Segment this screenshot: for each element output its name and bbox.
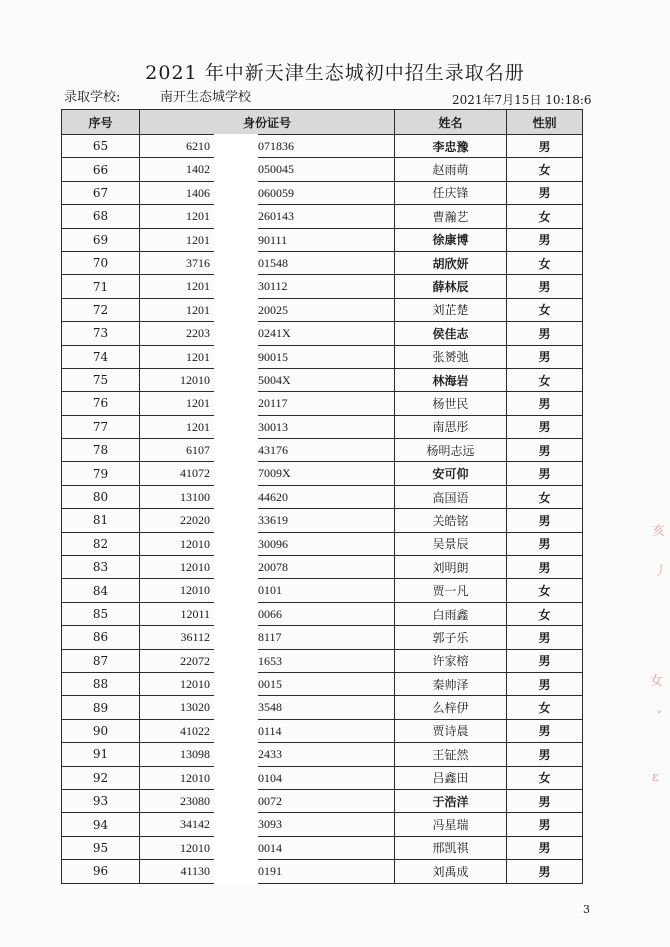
- row-seq: 74: [62, 345, 140, 368]
- row-seq: 93: [62, 789, 140, 812]
- redaction-bar: [214, 649, 258, 673]
- redaction-bar: [214, 625, 258, 649]
- row-id-number: [140, 532, 395, 555]
- id-number-prefix: 1406: [186, 185, 210, 200]
- redaction-bar: [214, 695, 258, 719]
- row-name: 杨世民: [395, 392, 507, 415]
- id-number-prefix: 36112: [180, 630, 210, 645]
- row-seq: 90: [62, 719, 140, 742]
- redaction-bar: [214, 532, 258, 556]
- row-id-number: [140, 205, 395, 228]
- id-number-suffix: 20025: [258, 302, 288, 317]
- row-gender: 男: [507, 719, 583, 742]
- row-seq: 91: [62, 743, 140, 766]
- id-number-prefix: 12010: [180, 560, 210, 575]
- row-gender: 女: [507, 579, 583, 602]
- row-name: 王钲然: [395, 743, 507, 766]
- table-row: [62, 813, 583, 836]
- row-id-number: [140, 251, 395, 274]
- row-gender: 男: [507, 532, 583, 555]
- id-number-suffix: 90015: [258, 349, 288, 364]
- redaction-bar: [214, 836, 258, 860]
- row-id-number: [140, 860, 395, 883]
- id-number-prefix: 2203: [186, 326, 210, 341]
- id-number-prefix: 1201: [186, 232, 210, 247]
- row-gender: 男: [507, 556, 583, 579]
- id-number-prefix: 1201: [186, 209, 210, 224]
- id-number-suffix: 30112: [258, 279, 288, 294]
- row-name: 高国语: [395, 485, 507, 508]
- id-number-prefix: 41130: [180, 864, 210, 879]
- id-number-prefix: 22072: [180, 653, 210, 668]
- row-name: 安可仰: [395, 462, 507, 485]
- row-seq: 86: [62, 626, 140, 649]
- table-row: [62, 485, 583, 508]
- school-label: 录取学校:: [64, 90, 121, 105]
- id-number-prefix: 34142: [180, 817, 210, 832]
- redaction-bar: [214, 181, 258, 205]
- id-number-suffix: 0104: [258, 770, 282, 785]
- row-gender: 男: [507, 181, 583, 204]
- table-row: [62, 602, 583, 625]
- id-number-suffix: 2433: [258, 747, 282, 762]
- redaction-bar: [214, 719, 258, 743]
- row-id-number: [140, 509, 395, 532]
- table-row: [62, 439, 583, 462]
- redaction-bar: [214, 812, 258, 836]
- table-row: [62, 415, 583, 438]
- row-id-number: [140, 789, 395, 812]
- row-name: 李忠豫: [395, 135, 507, 158]
- row-seq: 83: [62, 556, 140, 579]
- redaction-bar: [214, 391, 258, 415]
- id-number-prefix: 13098: [180, 747, 210, 762]
- id-number-prefix: 3716: [186, 255, 210, 270]
- redaction-bar: [214, 789, 258, 813]
- table-row: [62, 672, 583, 695]
- id-number-prefix: 41072: [180, 466, 210, 481]
- id-number-suffix: 43176: [258, 443, 288, 458]
- row-seq: 69: [62, 228, 140, 251]
- id-number-prefix: 12010: [180, 676, 210, 691]
- row-gender: 男: [507, 228, 583, 251]
- redaction-bar: [214, 134, 258, 158]
- table-row: [62, 789, 583, 812]
- school-name: 南开生态城学校: [160, 90, 252, 105]
- table-row: [62, 228, 583, 251]
- row-gender: 女: [507, 298, 583, 321]
- table-row: [62, 392, 583, 415]
- id-number-suffix: 20078: [258, 560, 288, 575]
- row-gender: 女: [507, 766, 583, 789]
- row-id-number: [140, 275, 395, 298]
- id-number-suffix: 44620: [258, 489, 288, 504]
- id-number-prefix: 13020: [180, 700, 210, 715]
- table-row: [62, 251, 583, 274]
- table-row: [62, 158, 583, 181]
- table-row: [62, 532, 583, 555]
- id-number-suffix: 0101: [258, 583, 282, 598]
- row-gender: 女: [507, 485, 583, 508]
- row-id-number: [140, 672, 395, 695]
- row-name: 南思彤: [395, 415, 507, 438]
- id-number-suffix: 260143: [258, 209, 294, 224]
- row-gender: 男: [507, 135, 583, 158]
- row-gender: 男: [507, 462, 583, 485]
- row-id-number: [140, 602, 395, 625]
- id-number-prefix: 12010: [180, 536, 210, 551]
- row-seq: 94: [62, 813, 140, 836]
- row-name: 吕鑫田: [395, 766, 507, 789]
- table-header-row: [62, 110, 583, 135]
- row-gender: 女: [507, 205, 583, 228]
- document-datetime: 2021年7月15日 10:18:6: [452, 93, 592, 107]
- redaction-bar: [214, 321, 258, 345]
- table-row: [62, 205, 583, 228]
- id-number-suffix: 20117: [258, 396, 288, 411]
- row-seq: 79: [62, 462, 140, 485]
- table-body: [62, 135, 583, 884]
- row-gender: 男: [507, 509, 583, 532]
- row-name: 林海岩: [395, 368, 507, 391]
- row-id-number: [140, 743, 395, 766]
- id-number-suffix: 30096: [258, 536, 288, 551]
- row-gender: 男: [507, 275, 583, 298]
- id-number-prefix: 1201: [186, 396, 210, 411]
- id-number-prefix: 1201: [186, 349, 210, 364]
- row-seq: 89: [62, 696, 140, 719]
- id-number-suffix: 8117: [258, 630, 282, 645]
- row-name: 侯佳志: [395, 322, 507, 345]
- redaction-bar: [214, 672, 258, 696]
- row-id-number: [140, 649, 395, 672]
- row-gender: 女: [507, 251, 583, 274]
- row-name: 刘禹成: [395, 860, 507, 883]
- id-number-prefix: 12010: [180, 372, 210, 387]
- table-row: [62, 345, 583, 368]
- header-id-number: 身份证号: [140, 110, 395, 135]
- redaction-bar: [214, 274, 258, 298]
- row-name: 吴景辰: [395, 532, 507, 555]
- id-number-suffix: 050045: [258, 162, 294, 177]
- id-number-suffix: 1653: [258, 653, 282, 668]
- row-id-number: [140, 345, 395, 368]
- row-name: 邢凯祺: [395, 836, 507, 859]
- row-seq: 85: [62, 602, 140, 625]
- row-seq: 71: [62, 275, 140, 298]
- row-id-number: [140, 228, 395, 251]
- table-row: [62, 836, 583, 859]
- table-row: [62, 649, 583, 672]
- row-seq: 95: [62, 836, 140, 859]
- id-number-prefix: 41022: [180, 723, 210, 738]
- table-row: [62, 696, 583, 719]
- redaction-bar: [214, 859, 258, 883]
- row-gender: 男: [507, 813, 583, 836]
- row-id-number: [140, 415, 395, 438]
- row-seq: 82: [62, 532, 140, 555]
- header-seq: 序号: [62, 110, 140, 135]
- table-row: [62, 135, 583, 158]
- table-row: [62, 556, 583, 579]
- document-title: 2021 年中新天津生态城初中招生录取名册: [145, 62, 525, 84]
- row-gender: 女: [507, 696, 583, 719]
- table-row: [62, 298, 583, 321]
- id-number-suffix: 0114: [258, 723, 282, 738]
- row-seq: 65: [62, 135, 140, 158]
- id-number-suffix: 7009X: [258, 466, 291, 481]
- table-row: [62, 181, 583, 204]
- row-id-number: [140, 579, 395, 602]
- id-number-suffix: 33619: [258, 513, 288, 528]
- id-number-suffix: 01548: [258, 255, 288, 270]
- row-id-number: [140, 696, 395, 719]
- row-name: 冯星瑞: [395, 813, 507, 836]
- row-name: 赵雨萌: [395, 158, 507, 181]
- row-id-number: [140, 836, 395, 859]
- row-gender: 男: [507, 789, 583, 812]
- row-id-number: [140, 556, 395, 579]
- id-number-suffix: 0072: [258, 793, 282, 808]
- row-gender: 女: [507, 158, 583, 181]
- table-row: [62, 579, 583, 602]
- row-name: 许家榕: [395, 649, 507, 672]
- id-number-prefix: 12010: [180, 840, 210, 855]
- redaction-bar: [214, 298, 258, 322]
- header-name: 姓名: [395, 110, 507, 135]
- row-id-number: [140, 719, 395, 742]
- redaction-bar: [214, 602, 258, 626]
- id-number-suffix: 060059: [258, 185, 294, 200]
- id-number-suffix: 0066: [258, 606, 282, 621]
- id-number-suffix: 0015: [258, 676, 282, 691]
- table-row: [62, 275, 583, 298]
- row-id-number: [140, 813, 395, 836]
- row-id-number: [140, 181, 395, 204]
- admission-roster-table: [61, 109, 583, 884]
- row-seq: 96: [62, 860, 140, 883]
- row-seq: 73: [62, 322, 140, 345]
- redaction-bar: [214, 485, 258, 509]
- redaction-bar: [214, 508, 258, 532]
- redaction-bar: [214, 766, 258, 790]
- row-seq: 67: [62, 181, 140, 204]
- row-id-number: [140, 322, 395, 345]
- row-gender: 男: [507, 860, 583, 883]
- row-gender: 男: [507, 626, 583, 649]
- row-gender: 男: [507, 439, 583, 462]
- id-number-prefix: 12010: [180, 583, 210, 598]
- redaction-bar: [214, 345, 258, 369]
- id-number-suffix: 0191: [258, 864, 282, 879]
- redaction-bar: [214, 742, 258, 766]
- row-seq: 92: [62, 766, 140, 789]
- row-gender: 男: [507, 649, 583, 672]
- id-number-suffix: 3093: [258, 817, 282, 832]
- id-number-prefix: 1201: [186, 302, 210, 317]
- redaction-bar: [214, 228, 258, 252]
- id-number-prefix: 1201: [186, 279, 210, 294]
- row-seq: 78: [62, 439, 140, 462]
- row-seq: 76: [62, 392, 140, 415]
- id-number-suffix: 90111: [258, 232, 288, 247]
- row-name: 贾诗晨: [395, 719, 507, 742]
- row-id-number: [140, 626, 395, 649]
- redaction-bar: [214, 368, 258, 392]
- row-seq: 80: [62, 485, 140, 508]
- row-seq: 84: [62, 579, 140, 602]
- row-name: 贾一凡: [395, 579, 507, 602]
- table-row: [62, 719, 583, 742]
- row-seq: 66: [62, 158, 140, 181]
- table-row: [62, 743, 583, 766]
- id-number-suffix: 0241X: [258, 326, 291, 341]
- row-name: 么梓伊: [395, 696, 507, 719]
- id-number-prefix: 23080: [180, 793, 210, 808]
- row-name: 任庆锋: [395, 181, 507, 204]
- row-name: 曹瀚艺: [395, 205, 507, 228]
- row-seq: 77: [62, 415, 140, 438]
- row-gender: 男: [507, 392, 583, 415]
- row-seq: 70: [62, 251, 140, 274]
- redaction-bar: [214, 461, 258, 485]
- row-name: 刘芷楚: [395, 298, 507, 321]
- row-id-number: [140, 766, 395, 789]
- row-gender: 男: [507, 415, 583, 438]
- seal-stamp-fragment: 亥 丿 女 ˇ ε: [650, 524, 668, 785]
- redaction-bar: [214, 555, 258, 579]
- id-number-suffix: 3548: [258, 700, 282, 715]
- redaction-bar: [214, 251, 258, 275]
- row-id-number: [140, 298, 395, 321]
- row-name: 薛林辰: [395, 275, 507, 298]
- row-name: 白雨鑫: [395, 602, 507, 625]
- row-name: 张赟弛: [395, 345, 507, 368]
- row-name: 徐康博: [395, 228, 507, 251]
- row-gender: 男: [507, 743, 583, 766]
- row-gender: 男: [507, 322, 583, 345]
- redaction-bar: [214, 204, 258, 228]
- header-gender: 性别: [507, 110, 583, 135]
- id-number-prefix: 1402: [186, 162, 210, 177]
- table-row: [62, 462, 583, 485]
- id-number-prefix: 6210: [186, 139, 210, 153]
- row-id-number: [140, 485, 395, 508]
- redaction-bar: [214, 415, 258, 439]
- row-name: 关皓铭: [395, 509, 507, 532]
- row-gender: 女: [507, 368, 583, 391]
- id-number-suffix: 071836: [258, 139, 294, 153]
- row-name: 于浩洋: [395, 789, 507, 812]
- row-id-number: [140, 135, 395, 158]
- id-number-suffix: 0014: [258, 840, 282, 855]
- id-number-prefix: 12010: [180, 770, 210, 785]
- row-gender: 男: [507, 672, 583, 695]
- id-number-prefix: 6107: [186, 443, 210, 458]
- table-row: [62, 509, 583, 532]
- row-name: 郭子乐: [395, 626, 507, 649]
- row-name: 胡欣妍: [395, 251, 507, 274]
- row-gender: 女: [507, 602, 583, 625]
- row-name: 杨明志远: [395, 439, 507, 462]
- row-seq: 88: [62, 672, 140, 695]
- id-number-prefix: 1201: [186, 419, 210, 434]
- id-number-prefix: 22020: [180, 513, 210, 528]
- table-row: [62, 322, 583, 345]
- id-number-suffix: 30013: [258, 419, 288, 434]
- redaction-bar: [214, 157, 258, 181]
- row-id-number: [140, 462, 395, 485]
- row-id-number: [140, 158, 395, 181]
- table-row: [62, 626, 583, 649]
- row-name: 刘明朗: [395, 556, 507, 579]
- row-gender: 男: [507, 836, 583, 859]
- redaction-bar: [214, 578, 258, 602]
- id-number-prefix: 12011: [180, 606, 210, 621]
- row-id-number: [140, 439, 395, 462]
- id-number-prefix: 13100: [180, 489, 210, 504]
- row-gender: 男: [507, 345, 583, 368]
- row-seq: 75: [62, 368, 140, 391]
- row-seq: 68: [62, 205, 140, 228]
- row-seq: 87: [62, 649, 140, 672]
- row-id-number: [140, 392, 395, 415]
- table-row: [62, 860, 583, 883]
- table-row: [62, 368, 583, 391]
- row-seq: 72: [62, 298, 140, 321]
- page-number: 3: [583, 903, 590, 916]
- redaction-bar: [214, 438, 258, 462]
- row-seq: 81: [62, 509, 140, 532]
- row-id-number: [140, 368, 395, 391]
- id-number-suffix: 5004X: [258, 372, 291, 387]
- row-name: 秦帅泽: [395, 672, 507, 695]
- table-row: [62, 766, 583, 789]
